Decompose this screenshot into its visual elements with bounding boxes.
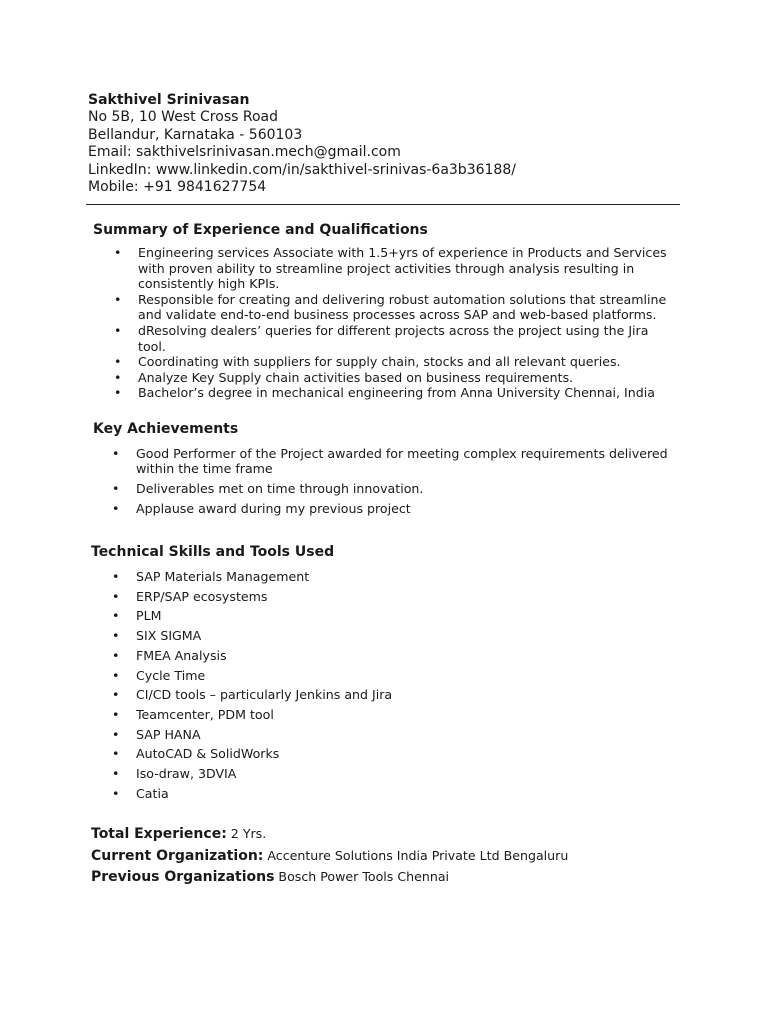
skills-list: [112, 567, 612, 803]
achievements-heading: Key Achievements: [93, 421, 239, 437]
achievement-item: • Good Performer of the Project awarded for meeting complex requirements delivered within the time frame: [112, 446, 682, 477]
current-organization-label: Current Organization:: [91, 848, 264, 864]
mobile-line: Mobile: +91 9841627754: [88, 179, 267, 196]
previous-organizations-value: Bosch Power Tools Chennai: [274, 869, 450, 884]
skill-item: • Teamcenter, PDM tool: [112, 705, 612, 725]
achievement-item: • Applause award during my previous project: [112, 501, 682, 516]
summary-item: • Bachelor’s degree in mechanical engineering from Anna University Chennai, India: [114, 385, 674, 401]
previous-organizations-label: Previous Organizations: [91, 869, 275, 885]
linkedin-line: LinkedIn: www.linkedin.com/in/sakthivel-srinivas-6a3b36188/: [88, 161, 516, 178]
skill-item: • SAP HANA: [112, 725, 612, 745]
skill-item: • PLM: [112, 606, 612, 626]
contact-header: [88, 92, 516, 196]
summary-item: • dResolving dealers’ queries for different projects across the project using the Jira tool.: [114, 323, 674, 354]
skill-item: • Iso-draw, 3DVIA: [112, 764, 612, 784]
summary-list: [114, 245, 674, 401]
summary-item: • Coordinating with suppliers for supply chain, stocks and all relevant queries.: [114, 354, 674, 370]
candidate-name: Sakthivel Srinivasan: [88, 92, 250, 108]
skills-heading: Technical Skills and Tools Used: [91, 544, 335, 560]
skill-item: • SAP Materials Management: [112, 567, 612, 587]
email-line: Email: sakthivelsrinivasan.mech@gmail.com: [88, 144, 401, 161]
header-divider: [86, 204, 680, 205]
achievement-item: • Deliverables met on time through innovation.: [112, 481, 682, 496]
summary-item: • Engineering services Associate with 1.5+yrs of experience in Products and Services with proven ability to streamline project activities through analysis resulting in consistently high KPIs.: [114, 245, 674, 292]
address-line-1: No 5B, 10 West Cross Road: [88, 109, 278, 126]
total-experience-value: 2 Yrs.: [226, 826, 267, 841]
skill-item: • Cycle Time: [112, 666, 612, 686]
summary-heading: Summary of Experience and Qualifications: [93, 222, 428, 238]
achievements-list: [112, 446, 682, 521]
skill-item: • Catia: [112, 784, 612, 804]
previous-organizations-line: [91, 869, 449, 885]
total-experience-line: [91, 826, 266, 842]
skill-item: • ERP/SAP ecosystems: [112, 587, 612, 607]
summary-item: • Responsible for creating and delivering robust automation solutions that streamline and validate end-to-end business processes across SAP and web-based platforms.: [114, 292, 674, 323]
total-experience-label: Total Experience:: [91, 826, 227, 842]
current-organization-value: Accenture Solutions India Private Ltd Bengaluru: [263, 848, 569, 863]
skill-item: • AutoCAD & SolidWorks: [112, 744, 612, 764]
summary-item: • Analyze Key Supply chain activities based on business requirements.: [114, 370, 674, 386]
skill-item: • FMEA Analysis: [112, 646, 612, 666]
skill-item: • CI/CD tools – particularly Jenkins and Jira: [112, 685, 612, 705]
address-line-2: Bellandur, Karnataka - 560103: [88, 126, 303, 143]
current-organization-line: [91, 848, 568, 864]
skill-item: • SIX SIGMA: [112, 626, 612, 646]
